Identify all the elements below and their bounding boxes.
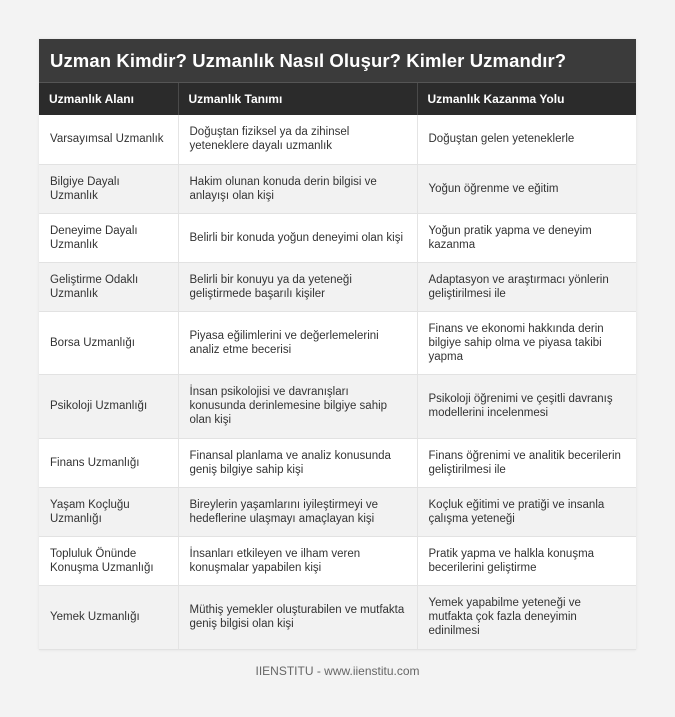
cell-method: Finans ve ekonomi hakkında derin bilgiye sahip olma ve piyasa takibi yapma xyxy=(417,311,636,374)
table-body xyxy=(39,115,636,649)
cell-area: Psikoloji Uzmanlığı xyxy=(39,374,178,438)
table-header xyxy=(39,83,636,116)
cell-method: Psikoloji öğrenimi ve çeşitli davranış modellerini incelenmesi xyxy=(417,374,636,438)
table-row xyxy=(39,487,636,536)
cell-area: Bilgiye Dayalı Uzmanlık xyxy=(39,164,178,213)
cell-method: Koçluk eğitimi ve pratiği ve insanla çalışma yeteneği xyxy=(417,487,636,536)
cell-definition: Doğuştan fiziksel ya da zihinsel yeteneklere dayalı uzmanlık xyxy=(178,115,417,164)
column-header-definition: Uzmanlık Tanımı xyxy=(178,83,417,116)
cell-method: Yoğun pratik yapma ve deneyim kazanma xyxy=(417,213,636,262)
content-card xyxy=(39,39,636,650)
table-row xyxy=(39,115,636,164)
table-row xyxy=(39,438,636,487)
cell-area: Finans Uzmanlığı xyxy=(39,438,178,487)
cell-area: Deneyime Dayalı Uzmanlık xyxy=(39,213,178,262)
cell-area: Yemek Uzmanlığı xyxy=(39,585,178,649)
cell-method: Yoğun öğrenme ve eğitim xyxy=(417,164,636,213)
cell-definition: Finansal planlama ve analiz konusunda geniş bilgiye sahip kişi xyxy=(178,438,417,487)
table-row xyxy=(39,262,636,311)
cell-method: Doğuştan gelen yeteneklerle xyxy=(417,115,636,164)
table-row xyxy=(39,374,636,438)
cell-definition: İnsanları etkileyen ve ilham veren konuşmalar yapabilen kişi xyxy=(178,536,417,585)
column-header-area: Uzmanlık Alanı xyxy=(39,83,178,116)
table-row xyxy=(39,213,636,262)
cell-area: Topluluk Önünde Konuşma Uzmanlığı xyxy=(39,536,178,585)
table-row xyxy=(39,536,636,585)
cell-definition: Belirli bir konuyu ya da yeteneği geliştirmede başarılı kişiler xyxy=(178,262,417,311)
cell-definition: Müthiş yemekler oluşturabilen ve mutfakta geniş bilgisi olan kişi xyxy=(178,585,417,649)
cell-method: Finans öğrenimi ve analitik becerilerin geliştirilmesi ile xyxy=(417,438,636,487)
table-row xyxy=(39,585,636,649)
cell-area: Yaşam Koçluğu Uzmanlığı xyxy=(39,487,178,536)
cell-area: Geliştirme Odaklı Uzmanlık xyxy=(39,262,178,311)
table-row xyxy=(39,164,636,213)
cell-method: Yemek yapabilme yeteneği ve mutfakta çok fazla deneyimin edinilmesi xyxy=(417,585,636,649)
cell-definition: Bireylerin yaşamlarını iyileştirmeyi ve hedeflerine ulaşmayı amaçlayan kişi xyxy=(178,487,417,536)
cell-definition: İnsan psikolojisi ve davranışları konusunda derinlemesine bilgiye sahip olan kişi xyxy=(178,374,417,438)
cell-method: Adaptasyon ve araştırmacı yönlerin geliştirilmesi ile xyxy=(417,262,636,311)
cell-definition: Hakim olunan konuda derin bilgisi ve anlayışı olan kişi xyxy=(178,164,417,213)
cell-area: Varsayımsal Uzmanlık xyxy=(39,115,178,164)
column-header-method: Uzmanlık Kazanma Yolu xyxy=(417,83,636,116)
cell-area: Borsa Uzmanlığı xyxy=(39,311,178,374)
table-row xyxy=(39,311,636,374)
cell-method: Pratik yapma ve halkla konuşma becerilerini geliştirme xyxy=(417,536,636,585)
cell-definition: Belirli bir konuda yoğun deneyimi olan kişi xyxy=(178,213,417,262)
expertise-table xyxy=(39,82,636,650)
footer-credit: IIENSTITU - www.iienstitu.com xyxy=(255,664,420,678)
cell-definition: Piyasa eğilimlerini ve değerlemelerini analiz etme becerisi xyxy=(178,311,417,374)
page-title: Uzman Kimdir? Uzmanlık Nasıl Oluşur? Kimler Uzmandır? xyxy=(39,39,636,82)
